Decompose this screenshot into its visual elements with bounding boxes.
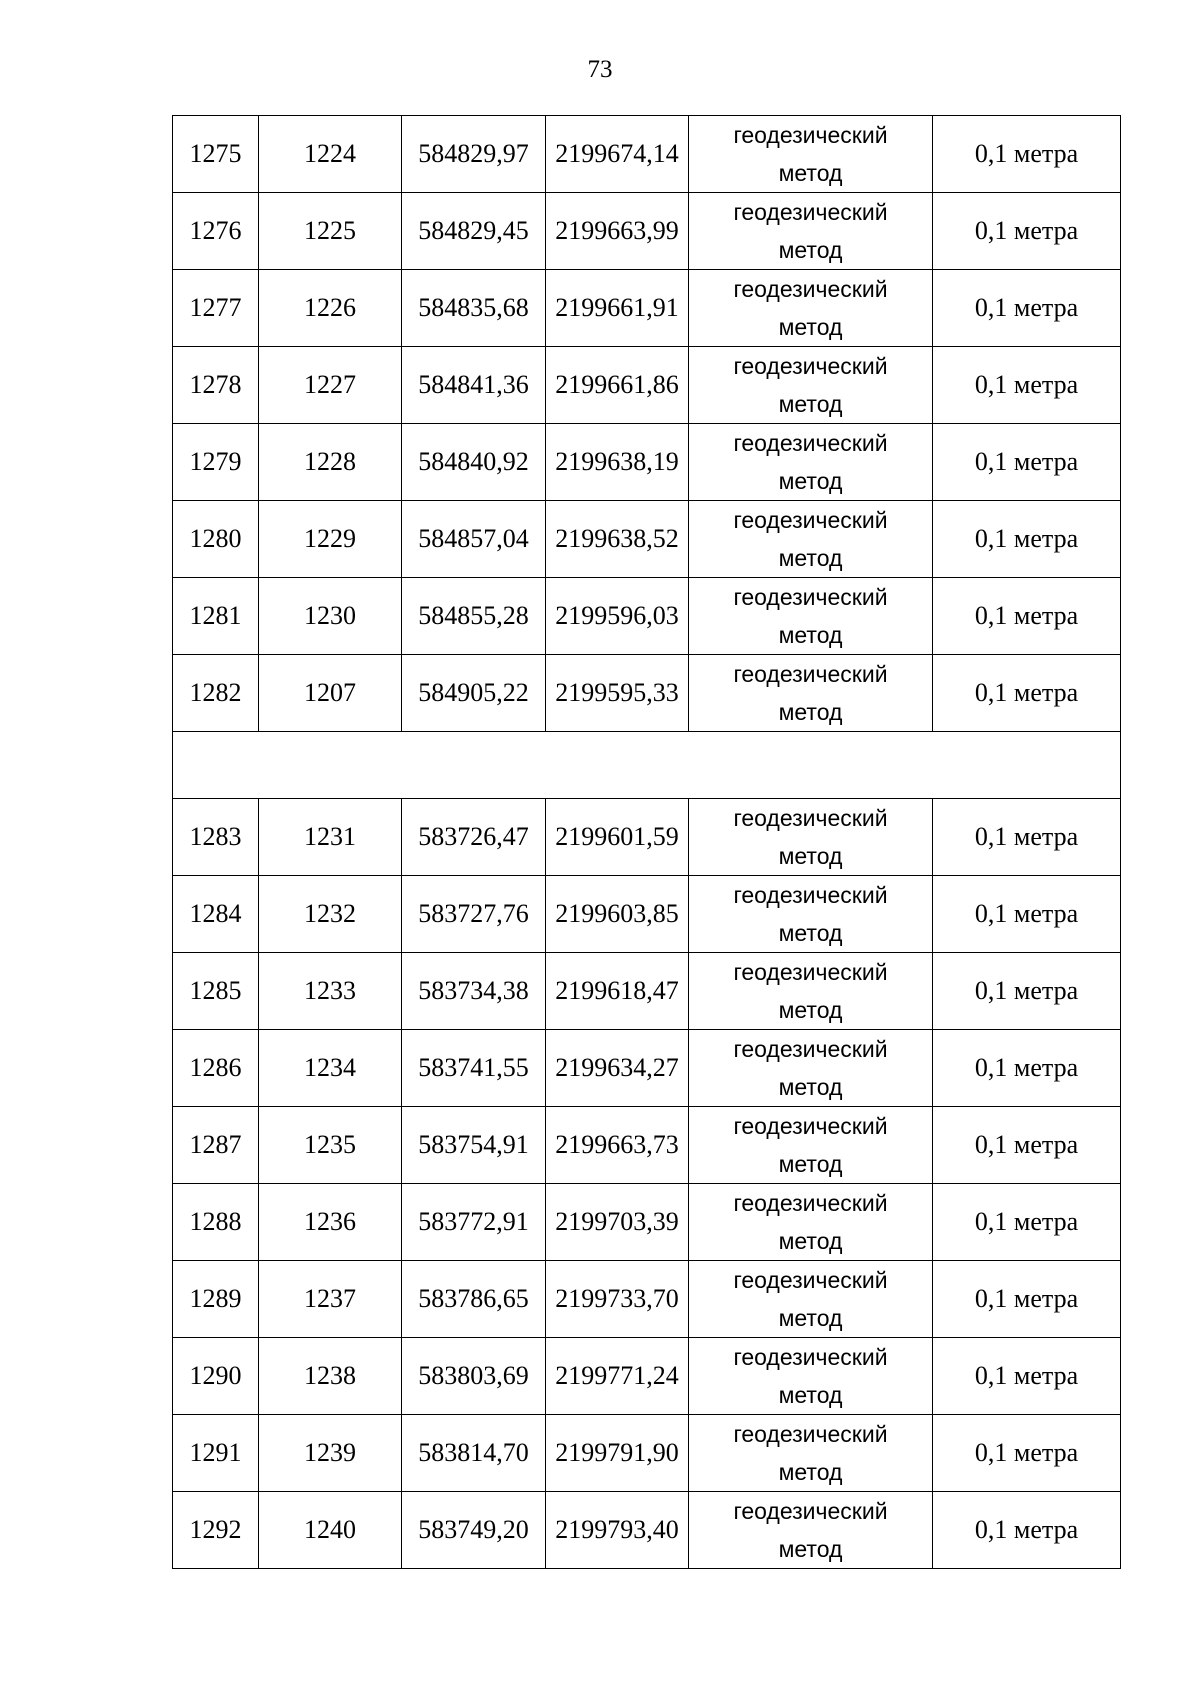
- reference-point-cell: 1226: [259, 270, 402, 347]
- table-row: [173, 270, 1121, 347]
- y-coordinate-cell: 2199661,91: [546, 270, 689, 347]
- method-line-2: метод: [778, 468, 843, 494]
- method-cell: [689, 424, 933, 501]
- x-coordinate-cell: 584829,97: [402, 116, 546, 193]
- reference-point-cell: 1239: [259, 1415, 402, 1492]
- table-row: [173, 1030, 1121, 1107]
- method-line-1: геодезический: [733, 959, 888, 985]
- method-line-2: метод: [778, 622, 843, 648]
- point-number-cell: 1280: [173, 501, 259, 578]
- method-line-2: метод: [778, 699, 843, 725]
- table-row: [173, 953, 1121, 1030]
- method-line-2: метод: [778, 1151, 843, 1177]
- point-number-cell: 1284: [173, 876, 259, 953]
- method-line-1: геодезический: [733, 1498, 888, 1524]
- y-coordinate-cell: 2199663,73: [546, 1107, 689, 1184]
- coordinates-table: [172, 115, 1121, 1569]
- y-coordinate-cell: 2199634,27: [546, 1030, 689, 1107]
- coordinates-table-body: [173, 116, 1121, 1569]
- method-cell: [689, 193, 933, 270]
- method-cell: [689, 1492, 933, 1569]
- method-line-1: геодезический: [733, 1036, 888, 1062]
- accuracy-cell: 0,1 метра: [933, 193, 1121, 270]
- method-line-1: геодезический: [733, 1190, 888, 1216]
- point-number-cell: 1281: [173, 578, 259, 655]
- x-coordinate-cell: 583754,91: [402, 1107, 546, 1184]
- method-line-2: метод: [778, 545, 843, 571]
- x-coordinate-cell: 583772,91: [402, 1184, 546, 1261]
- x-coordinate-cell: 583749,20: [402, 1492, 546, 1569]
- point-number-cell: 1277: [173, 270, 259, 347]
- accuracy-cell: 0,1 метра: [933, 347, 1121, 424]
- point-number-cell: 1279: [173, 424, 259, 501]
- point-number-cell: 1287: [173, 1107, 259, 1184]
- method-line-2: метод: [778, 1382, 843, 1408]
- x-coordinate-cell: 584905,22: [402, 655, 546, 732]
- table-row: [173, 1261, 1121, 1338]
- table-row: [173, 1184, 1121, 1261]
- reference-point-cell: 1207: [259, 655, 402, 732]
- y-coordinate-cell: 2199733,70: [546, 1261, 689, 1338]
- x-coordinate-cell: 584840,92: [402, 424, 546, 501]
- table-row: [173, 578, 1121, 655]
- point-number-cell: 1276: [173, 193, 259, 270]
- method-cell: [689, 270, 933, 347]
- method-line-2: метод: [778, 843, 843, 869]
- point-number-cell: 1283: [173, 799, 259, 876]
- point-number-cell: 1288: [173, 1184, 259, 1261]
- method-line-2: метод: [778, 920, 843, 946]
- point-number-cell: 1290: [173, 1338, 259, 1415]
- method-cell: [689, 1030, 933, 1107]
- accuracy-cell: 0,1 метра: [933, 1184, 1121, 1261]
- x-coordinate-cell: 584841,36: [402, 347, 546, 424]
- reference-point-cell: 1237: [259, 1261, 402, 1338]
- method-line-2: метод: [778, 237, 843, 263]
- table-row: [173, 347, 1121, 424]
- reference-point-cell: 1233: [259, 953, 402, 1030]
- table-row: [173, 1415, 1121, 1492]
- reference-point-cell: 1228: [259, 424, 402, 501]
- method-cell: [689, 655, 933, 732]
- y-coordinate-cell: 2199674,14: [546, 116, 689, 193]
- reference-point-cell: 1235: [259, 1107, 402, 1184]
- reference-point-cell: 1230: [259, 578, 402, 655]
- y-coordinate-cell: 2199793,40: [546, 1492, 689, 1569]
- y-coordinate-cell: 2199771,24: [546, 1338, 689, 1415]
- table-row: [173, 1492, 1121, 1569]
- method-line-1: геодезический: [733, 353, 888, 379]
- method-line-2: метод: [778, 391, 843, 417]
- y-coordinate-cell: 2199703,39: [546, 1184, 689, 1261]
- section-separator-cell: [173, 732, 1121, 799]
- method-line-1: геодезический: [733, 122, 888, 148]
- method-line-2: метод: [778, 997, 843, 1023]
- x-coordinate-cell: 583726,47: [402, 799, 546, 876]
- point-number-cell: 1291: [173, 1415, 259, 1492]
- method-line-1: геодезический: [733, 584, 888, 610]
- x-coordinate-cell: 584829,45: [402, 193, 546, 270]
- y-coordinate-cell: 2199618,47: [546, 953, 689, 1030]
- method-cell: [689, 1261, 933, 1338]
- accuracy-cell: 0,1 метра: [933, 501, 1121, 578]
- accuracy-cell: 0,1 метра: [933, 953, 1121, 1030]
- reference-point-cell: 1234: [259, 1030, 402, 1107]
- reference-point-cell: 1225: [259, 193, 402, 270]
- table-row: [173, 799, 1121, 876]
- accuracy-cell: 0,1 метра: [933, 1415, 1121, 1492]
- method-line-2: метод: [778, 160, 843, 186]
- method-line-2: метод: [778, 1228, 843, 1254]
- x-coordinate-cell: 583727,76: [402, 876, 546, 953]
- accuracy-cell: 0,1 метра: [933, 876, 1121, 953]
- x-coordinate-cell: 584855,28: [402, 578, 546, 655]
- accuracy-cell: 0,1 метра: [933, 1492, 1121, 1569]
- point-number-cell: 1282: [173, 655, 259, 732]
- table-row: [173, 876, 1121, 953]
- accuracy-cell: 0,1 метра: [933, 270, 1121, 347]
- method-cell: [689, 799, 933, 876]
- method-line-2: метод: [778, 1536, 843, 1562]
- y-coordinate-cell: 2199595,33: [546, 655, 689, 732]
- x-coordinate-cell: 583814,70: [402, 1415, 546, 1492]
- method-line-1: геодезический: [733, 1113, 888, 1139]
- method-line-2: метод: [778, 1305, 843, 1331]
- y-coordinate-cell: 2199661,86: [546, 347, 689, 424]
- reference-point-cell: 1238: [259, 1338, 402, 1415]
- method-line-2: метод: [778, 314, 843, 340]
- method-cell: [689, 1338, 933, 1415]
- table-row: [173, 655, 1121, 732]
- accuracy-cell: 0,1 метра: [933, 424, 1121, 501]
- x-coordinate-cell: 583734,38: [402, 953, 546, 1030]
- reference-point-cell: 1231: [259, 799, 402, 876]
- method-line-1: геодезический: [733, 199, 888, 225]
- table-row: [173, 1107, 1121, 1184]
- method-line-1: геодезический: [733, 661, 888, 687]
- table-row: [173, 116, 1121, 193]
- reference-point-cell: 1224: [259, 116, 402, 193]
- method-line-1: геодезический: [733, 805, 888, 831]
- reference-point-cell: 1240: [259, 1492, 402, 1569]
- accuracy-cell: 0,1 метра: [933, 1107, 1121, 1184]
- point-number-cell: 1289: [173, 1261, 259, 1338]
- method-line-1: геодезический: [733, 430, 888, 456]
- accuracy-cell: 0,1 метра: [933, 1338, 1121, 1415]
- y-coordinate-cell: 2199791,90: [546, 1415, 689, 1492]
- y-coordinate-cell: 2199638,52: [546, 501, 689, 578]
- method-line-1: геодезический: [733, 507, 888, 533]
- page-number: 73: [587, 56, 613, 83]
- reference-point-cell: 1236: [259, 1184, 402, 1261]
- accuracy-cell: 0,1 метра: [933, 1030, 1121, 1107]
- method-line-1: геодезический: [733, 276, 888, 302]
- reference-point-cell: 1227: [259, 347, 402, 424]
- x-coordinate-cell: 584835,68: [402, 270, 546, 347]
- y-coordinate-cell: 2199663,99: [546, 193, 689, 270]
- table-row: [173, 424, 1121, 501]
- reference-point-cell: 1229: [259, 501, 402, 578]
- accuracy-cell: 0,1 метра: [933, 578, 1121, 655]
- method-line-1: геодезический: [733, 1421, 888, 1447]
- y-coordinate-cell: 2199638,19: [546, 424, 689, 501]
- section-separator-row: [173, 732, 1121, 799]
- accuracy-cell: 0,1 метра: [933, 655, 1121, 732]
- method-line-1: геодезический: [733, 1344, 888, 1370]
- table-row: [173, 193, 1121, 270]
- method-cell: [689, 1107, 933, 1184]
- method-cell: [689, 876, 933, 953]
- method-line-1: геодезический: [733, 1267, 888, 1293]
- method-cell: [689, 578, 933, 655]
- reference-point-cell: 1232: [259, 876, 402, 953]
- accuracy-cell: 0,1 метра: [933, 799, 1121, 876]
- x-coordinate-cell: 584857,04: [402, 501, 546, 578]
- point-number-cell: 1278: [173, 347, 259, 424]
- x-coordinate-cell: 583786,65: [402, 1261, 546, 1338]
- method-cell: [689, 953, 933, 1030]
- y-coordinate-cell: 2199601,59: [546, 799, 689, 876]
- method-cell: [689, 116, 933, 193]
- table-row: [173, 501, 1121, 578]
- point-number-cell: 1285: [173, 953, 259, 1030]
- method-cell: [689, 347, 933, 424]
- x-coordinate-cell: 583803,69: [402, 1338, 546, 1415]
- y-coordinate-cell: 2199596,03: [546, 578, 689, 655]
- method-line-2: метод: [778, 1074, 843, 1100]
- method-cell: [689, 1415, 933, 1492]
- y-coordinate-cell: 2199603,85: [546, 876, 689, 953]
- table-row: [173, 1338, 1121, 1415]
- x-coordinate-cell: 583741,55: [402, 1030, 546, 1107]
- point-number-cell: 1292: [173, 1492, 259, 1569]
- accuracy-cell: 0,1 метра: [933, 1261, 1121, 1338]
- accuracy-cell: 0,1 метра: [933, 116, 1121, 193]
- point-number-cell: 1275: [173, 116, 259, 193]
- method-line-2: метод: [778, 1459, 843, 1485]
- method-line-1: геодезический: [733, 882, 888, 908]
- method-cell: [689, 1184, 933, 1261]
- method-cell: [689, 501, 933, 578]
- point-number-cell: 1286: [173, 1030, 259, 1107]
